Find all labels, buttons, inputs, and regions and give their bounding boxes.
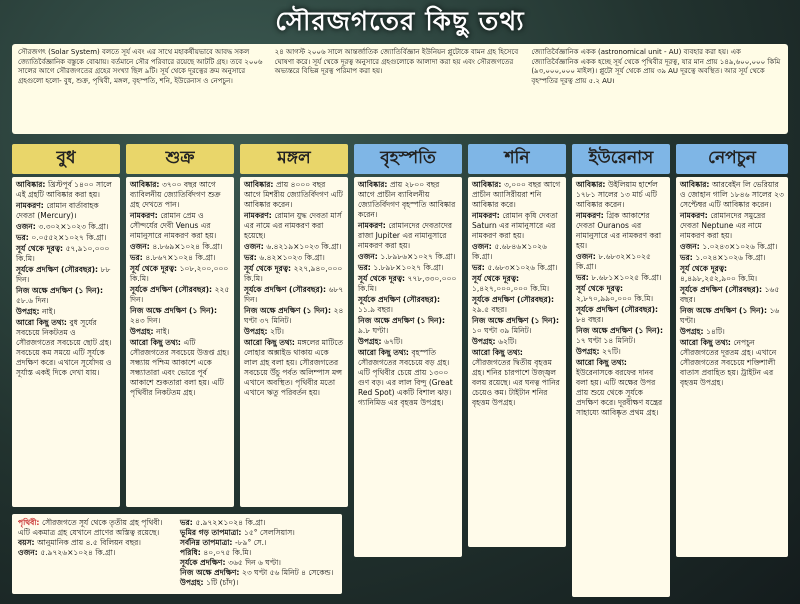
info-row <box>244 285 344 305</box>
title-bar <box>0 4 800 42</box>
info-row <box>358 263 458 273</box>
info-label: ওজন: <box>576 252 599 261</box>
info-row <box>244 327 344 337</box>
planet-header: শুক্র <box>126 144 234 174</box>
info-label: উপগ্রহ: <box>16 307 43 316</box>
earth-info-value: ৫.৯৭২৬×১০২৪ কি.গ্রা। <box>40 548 116 557</box>
info-label: উপগ্রহ: <box>358 337 385 346</box>
info-value: ৬.৪২১৯×১০২৩ কি.গ্রা। <box>266 242 342 251</box>
info-row <box>358 180 458 220</box>
info-label: ভর: <box>130 253 146 262</box>
info-label: আবিষ্কার: <box>472 180 504 189</box>
info-label: উপগ্রহ: <box>244 327 271 336</box>
info-value: খ্রিস্টপূর্ব ১৪০০ সালে এই গ্রহটি আবিষ্কার করা হয়। <box>16 180 112 199</box>
info-label: ওজন: <box>244 242 267 251</box>
earth-info-label: বয়স: <box>18 538 38 547</box>
info-label: সূর্য থেকে দূরত্ব: <box>576 284 624 293</box>
info-value: ৫.৬৮৪৬×১০২৬ কি.গ্রা। <box>472 242 547 261</box>
info-value: মঙ্গলের মাটিতে লোহার অক্সাইড থাকায় একে লাল গ্রহ বলা হয়। সৌরজগতের সবচেয়ে উঁচু পর্বত অলিম্পাস মন্স এখানে অবস্থিত। পৃথিবীর মতো এখানে ঋতু পরিবর্তন হয়। <box>244 338 343 397</box>
earth-info-row <box>180 518 336 528</box>
info-value: ৪.৮৬৯×১০২৪ কি.গ্রা। <box>152 242 223 251</box>
info-value: ১.৮৯৮×১০২৭ কি.গ্রা। <box>373 263 444 272</box>
info-label: আরো কিছু তথ্য: <box>576 358 627 367</box>
info-value: রোমানদের দেবতাদের রাজা Jupiter এর নামানুসারে নামকরণ করা হয়। <box>358 221 453 250</box>
info-value: ২২৭,৯৪০,০০০ কি.মি। <box>244 264 343 283</box>
info-label: আবিষ্কার: <box>130 180 162 189</box>
info-row <box>576 358 666 418</box>
info-row <box>472 211 562 241</box>
info-row <box>680 327 784 337</box>
planet-header: ইউরেনাস <box>572 144 670 174</box>
info-row <box>16 318 116 378</box>
info-value: ১.০২৪৩×১০২৬ কি.গ্রা। <box>702 242 778 251</box>
info-value: ৮৪ বছর। <box>576 315 604 324</box>
earth-info-label: সূর্যকে প্রদক্ষিণ: <box>180 558 229 567</box>
info-value: ৪,৪৯৮,২৫২,৯০০ কি.মি। <box>680 274 758 283</box>
info-value: ১০৮,২০০,০০০ কি.মি। <box>130 264 229 283</box>
page-title: সৌরজগতের কিছু তথ্য <box>275 7 525 37</box>
info-value: রোমান কৃষি দেবতা Saturn এর নামানুসারে এর নামকরণ করা হয়। <box>472 211 558 240</box>
info-value: রোমান বার্তাবাহক দেবতা (Mercury)। <box>16 201 99 220</box>
info-row <box>472 263 562 273</box>
info-label: সূর্যকে প্রদক্ষিণ (সৌরবছর): <box>16 265 101 274</box>
earth-info-value: ৪০,০৭৫ কি.মি। <box>203 548 252 557</box>
info-label: সূর্যকে প্রদক্ষিণ (সৌরবছর): <box>130 285 215 294</box>
earth-info-row <box>180 548 336 558</box>
info-label: উপগ্রহ: <box>472 337 499 346</box>
info-row <box>472 348 562 408</box>
info-value: ২,৮৭০,৯৯০,০০০ কি.মি। <box>576 294 654 303</box>
info-label: সূর্য থেকে দূরত্ব: <box>358 274 408 283</box>
info-row <box>358 337 458 347</box>
info-value: এটি সৌরজগতের সবচেয়ে উত্তপ্ত গ্রহ। সন্ধ্যায় পশ্চিম আকাশে একে সন্ধ্যাতারা এবং ভোরে পূর্ব আকাশে শুকতারা বলা হয়। এটি পৃথিবীর নিকটতম গ্রহ। <box>130 338 230 397</box>
earth-info-value: ৩৬৫ দিন ৬ ঘণ্টা। <box>228 558 281 567</box>
planet-info-box <box>676 177 788 557</box>
info-value: নেপচুন সৌরজগতের দূরতম গ্রহ। এখানে সৌরজগতের সবচেয়ে শক্তিশালী বাতাস প্রবাহিত হয়। ট্রাইটন এর বৃহত্তম উপগ্রহ। <box>680 338 777 387</box>
info-label: ওজন: <box>472 242 495 251</box>
info-label: নিজ অক্ষে প্রদক্ষিণ (১ দিন): <box>358 316 445 325</box>
info-row <box>358 252 458 262</box>
info-value: উইলিয়াম হার্শেল ১৭৮১ সালের ১৩ মার্চ এটি আবিষ্কার করেন। <box>576 180 658 209</box>
info-label: ওজন: <box>16 222 39 231</box>
earth-info-value: ১৫° সেলসিয়াস। <box>244 528 295 537</box>
info-value: নাই। <box>156 327 170 336</box>
info-row <box>16 307 116 317</box>
info-label: আরো কিছু তথ্য: <box>358 348 412 357</box>
info-row <box>358 295 458 315</box>
info-row <box>472 337 562 347</box>
planet-info-box <box>12 177 120 507</box>
info-label: সূর্যকে প্রদক্ষিণ (সৌরবছর): <box>244 285 329 294</box>
info-value: ২৪ ঘণ্টা ৩৭ মিনিট। <box>244 306 344 325</box>
info-label: নিজ অক্ষে প্রদক্ষিণ (১ দিন): <box>680 306 770 315</box>
info-row <box>130 264 230 284</box>
info-label: আরো কিছু তথ্য: <box>472 348 523 357</box>
info-row <box>576 305 666 325</box>
info-label: ওজন: <box>358 252 381 261</box>
earth-info-label: ওজন: <box>18 548 41 557</box>
info-label: আরো কিছু তথ্য: <box>16 318 70 327</box>
info-row <box>130 306 230 326</box>
info-label: ভর: <box>244 253 260 262</box>
earth-left-col <box>18 518 174 590</box>
info-value: ১৪টি। <box>706 327 725 336</box>
info-label: সূর্য থেকে দূরত্ব: <box>244 264 294 273</box>
earth-info-label: সর্বনিম্ন তাপমাত্রা: <box>180 538 236 547</box>
planet-info-box <box>126 177 234 507</box>
info-row <box>576 180 666 210</box>
earth-info-label: নিজ অক্ষে প্রদক্ষিণ: <box>180 568 243 577</box>
info-row <box>576 211 666 251</box>
info-row <box>130 242 230 252</box>
info-value: ৮.৬৮১×১০২৫ কি.গ্রা। <box>591 273 662 282</box>
info-value: গ্রিক আকাশের দেবতা Ouranos এর নামানুসারে এর নামকরণ করা হয়। <box>576 211 661 250</box>
info-label: নিজ অক্ষে প্রদক্ষিণ (১ দিন): <box>16 286 103 295</box>
info-row <box>472 180 562 210</box>
info-value: ৮৮ দিন। <box>16 265 111 284</box>
info-value: প্রায় ৪০০০ বছর আগে মিশরীয় জ্যোতির্বিদগণ এটি আবিষ্কার করেন। <box>244 180 343 209</box>
earth-info-label: পৃথিবী: <box>18 518 43 527</box>
info-row <box>680 253 784 263</box>
planet-header: নেপচুন <box>676 144 788 174</box>
info-value: ৪.৮৬৭×১০২৪ কি.গ্রা। <box>145 253 216 262</box>
info-label: আবিষ্কার: <box>576 180 608 189</box>
info-label: আরো কিছু তথ্য: <box>130 338 184 347</box>
planet-header: মঙ্গল <box>240 144 348 174</box>
info-value: ২২৫ দিন। <box>130 285 230 304</box>
info-row <box>244 242 344 252</box>
info-value: ইউরেনাসকে বরফের দানব বলা হয়। এটি অক্ষের উপর প্রায় শুয়ে থেকে সূর্যকে প্রদক্ষিণ করে। দূরবীক্ষণ যন্ত্রের সাহায্যে আবিষ্কৃত প্রথম গ্রহ। <box>576 368 663 417</box>
earth-info-row <box>180 568 336 578</box>
earth-info-label: পরিধি: <box>180 548 204 557</box>
info-label: নিজ অক্ষে প্রদক্ষিণ (১ দিন): <box>576 326 663 335</box>
info-label: নামকরণ: <box>16 201 47 210</box>
info-row <box>358 221 458 251</box>
info-row <box>680 285 784 305</box>
intro-text-2: ২৪ আগস্ট ২০০৬ সালে আন্তর্জাতিক জ্যোতির্বিজ্ঞান ইউনিয়ন প্লুটোকে বামন গ্রহ হিসেবে ঘোষণা করে। সূর্য থেকে দূরত্ব অনুসারে গ্রহগুলোকে আলাদা করা হয় এবং সৌরজগতের অভ্যন্তরে বিভিন্ন দূরত্ব পরিমাপ করা হয়। <box>274 48 519 75</box>
info-value: ২৪৩ দিন। <box>130 316 161 325</box>
info-label: উপগ্রহ: <box>576 347 603 356</box>
info-row <box>680 264 784 284</box>
info-row <box>680 242 784 252</box>
info-label: সূর্যকে প্রদক্ষিণ (সৌরবছর): <box>680 285 765 294</box>
info-label: ওজন: <box>680 242 703 251</box>
info-row <box>576 347 666 357</box>
info-label: আবিষ্কার: <box>244 180 276 189</box>
info-row <box>244 306 344 326</box>
info-label: নামকরণ: <box>576 211 607 220</box>
info-label: নামকরণ: <box>244 211 275 220</box>
info-value: ৫৭,৯১০,০০০ কি.মি। <box>16 244 110 263</box>
info-label: নিজ অক্ষে প্রদক্ষিণ (১ দিন): <box>130 306 217 315</box>
info-label: নিজ অক্ষে প্রদক্ষিণ (১ দিন): <box>244 306 334 315</box>
earth-info-row <box>18 538 174 548</box>
info-row <box>16 201 116 221</box>
info-value: ১৬৫ বছর। <box>680 285 780 304</box>
info-label: সূর্য থেকে দূরত্ব: <box>130 264 180 273</box>
info-value: রোমানদের সমুদ্রের দেবতা Neptune এর নামে নামকরণ করা হয়। <box>680 211 766 240</box>
info-value: রোমান প্রেম ও সৌন্দর্যের দেবী Venus এর নামানুসারে নামকরণ করা হয়। <box>130 211 217 240</box>
info-row <box>16 222 116 232</box>
planet-header: শনি <box>468 144 566 174</box>
info-label: সূর্য থেকে দূরত্ব: <box>16 244 66 253</box>
intro-panel <box>12 44 788 134</box>
earth-info-label: ভূমির গড় তাপমাত্রা: <box>180 528 245 537</box>
info-label: সূর্যকে প্রদক্ষিণ (সৌরবছর): <box>358 295 441 304</box>
info-label: আরো কিছু তথ্য: <box>680 338 734 347</box>
info-label: সূর্য থেকে দূরত্ব: <box>472 274 520 283</box>
planet-header: বুধ <box>12 144 120 174</box>
info-row <box>472 295 562 315</box>
info-value: বুধ সূর্যের সবচেয়ে নিকটতম ও সৌরজগতের সবচেয়ে ছোট গ্রহ। সবচেয়ে কম সময়ে এটি সূর্যকে প্রদক্ষিণ করে। এখানে সূর্যোদয় ও সূর্যাস্ত একই দিকে দেখা যায়। <box>16 318 112 377</box>
info-label: ভর: <box>472 263 488 272</box>
info-label: ভর: <box>358 263 374 272</box>
info-value: বৃহস্পতি সৌরজগতের সবচেয়ে বড় গ্রহ। এটি পৃথিবীর চেয়ে প্রায় ১৩০০ গুণ বড়। এর লাল বিন্দু (Great Red Spot) একটি বিশাল ঝড়। গ্যানিমিড এর বৃহত্তম উপগ্রহ। <box>358 348 453 407</box>
info-row <box>16 244 116 264</box>
info-row <box>472 242 562 262</box>
info-row <box>130 253 230 263</box>
info-value: ৮.৬৮৩২×১০২৫ কি.গ্রা। <box>576 252 651 271</box>
info-label: ভর: <box>16 233 32 242</box>
info-row <box>576 284 666 304</box>
info-row <box>680 306 784 326</box>
info-label: আবিষ্কার: <box>358 180 390 189</box>
info-row <box>680 211 784 241</box>
info-value: ১,৪২৭,০০০,০০০ কি.মি। <box>472 284 550 293</box>
info-label: নামকরণ: <box>680 211 711 220</box>
earth-info-row <box>18 548 174 558</box>
info-row <box>130 211 230 241</box>
earth-panel <box>12 514 342 594</box>
earth-right-col <box>180 518 336 590</box>
earth-info-label: উপগ্রহ: <box>180 578 207 587</box>
info-row <box>358 274 458 294</box>
info-label: উপগ্রহ: <box>130 327 157 336</box>
info-value: ৫.৬৮৩×১০২৬ কি.গ্রা। <box>487 263 558 272</box>
info-value: রোমান যুদ্ধ দেবতা মার্স এর নামে এর নামকরণ করা হয়েছে। <box>244 211 342 240</box>
earth-info-row <box>180 538 336 548</box>
info-label: আরো কিছু তথ্য: <box>244 338 298 347</box>
info-row <box>16 233 116 243</box>
info-value: ৬.৪২×১০২৩ কি.গ্রা। <box>259 253 325 262</box>
earth-info-value: ২৩ ঘণ্টা ৫৬ মিনিট ৪ সেকেন্ড। <box>242 568 334 577</box>
info-value: ২টি। <box>270 327 284 336</box>
info-value: সৌরজগতের দ্বিতীয় বৃহত্তম গ্রহ। শনির চারপাশে উজ্জ্বল বলয় রয়েছে। এর ঘনত্ব পানির চেয়েও কম। টাইটান শনির বৃহত্তম উপগ্রহ। <box>472 358 560 407</box>
info-value: প্রায় ২৮০০ বছর আগে প্রাচীন ব্যাবিলনীয় জ্যোতির্বিদগণ বৃহস্পতি আবিষ্কার করেন। <box>358 180 456 219</box>
info-label: নামকরণ: <box>130 211 161 220</box>
info-value: ৬৮৭ দিন। <box>244 285 344 304</box>
info-row <box>244 338 344 398</box>
info-row <box>576 326 666 346</box>
info-label: নামকরণ: <box>472 211 503 220</box>
earth-info-row <box>180 578 336 588</box>
info-value: ৩.৩০২×১০২৩ কি.গ্রা। <box>38 222 109 231</box>
info-label: সূর্যকে প্রদক্ষিণ (সৌরবছর): <box>472 295 555 304</box>
info-row <box>244 211 344 241</box>
earth-info-row <box>180 558 336 568</box>
info-row <box>16 265 116 285</box>
info-label: উপগ্রহ: <box>680 327 707 336</box>
planet-info-box <box>354 177 462 557</box>
planet-info-box <box>572 177 670 597</box>
info-label: নিজ অক্ষে প্রদক্ষিণ (১ দিন): <box>472 316 559 325</box>
info-label: নামকরণ: <box>358 221 389 230</box>
info-row <box>680 338 784 388</box>
info-row <box>16 286 116 306</box>
info-row <box>130 338 230 398</box>
info-row <box>130 327 230 337</box>
info-row <box>358 316 458 336</box>
info-value: ৩৭০০ বছর আগে ব্যাবিলনীয় জ্যোতির্বিদগণ শুক্র গ্রহ দেখতে পান। <box>130 180 221 209</box>
earth-info-value: ১টি (চাঁদ)। <box>206 578 239 587</box>
info-value: ১.৮৯৮৬×১০২৭ কি.গ্রা। <box>380 252 456 261</box>
info-row <box>680 180 784 210</box>
info-label: ওজন: <box>130 242 153 251</box>
info-row <box>244 253 344 263</box>
info-label: আবিষ্কার: <box>16 180 48 189</box>
earth-info-value: -৮৯° সে.। <box>235 538 267 547</box>
info-value: ২৭টি। <box>602 347 621 356</box>
info-value: ৬৭টি। <box>384 337 403 346</box>
planet-info-box <box>240 177 348 507</box>
info-row <box>244 180 344 210</box>
info-value: ১১.৯ বছর। <box>358 305 393 314</box>
info-row <box>16 180 116 200</box>
info-label: আবিষ্কার: <box>680 180 712 189</box>
planet-info-box <box>468 177 566 547</box>
earth-info-value: আনুমানিক প্রায় ৪.৫ বিলিয়ন বছর। <box>37 538 141 547</box>
info-value: ৬২টি। <box>498 337 517 346</box>
info-row <box>358 348 458 408</box>
info-row <box>576 273 666 283</box>
intro-text-3: জ্যোতির্বৈজ্ঞানিক একক (astronomical unit - AU) ব্যবহার করা হয়। এক জ্যোতির্বৈজ্ঞানিক একক হচ্ছে সূর্য থেকে পৃথিবীর দূরত্ব, যার মান প্রায় ১৪৯,৬০০,০০০ কিমি (৯৩,০০০,০০০ মাইল)। প্লুটো সূর্য থেকে প্রায় ৩৯ AU দূরত্বে অবস্থিত। আর সূর্য থেকে বৃহস্পতির দূরত্ব প্রায় ৫.২ AU। <box>531 48 781 85</box>
info-value: ৯.৮ ঘণ্টা। <box>358 326 389 335</box>
info-value: আরবেইন লি ভেরিয়ার ও জোহান গালি ১৮৪৬ সালের ২৩ সেপ্টেম্বর এটি আবিষ্কার করেন। <box>680 180 784 209</box>
info-value: ৭৭৮,৩৩০,০০০ কি.মি। <box>358 274 457 293</box>
info-value: নাই। <box>42 307 56 316</box>
intro-text-1: সৌরজগৎ (Solar System) বলতে সূর্য এবং এর সাথে মহাকর্ষীয়ভাবে আবদ্ধ সকল জ্যোতির্বৈজ্ঞানিক বস্তুকে বোঝায়। বর্তমানে সৌর পরিবারে রয়েছে আটটি গ্রহ। তবে ২০০৬ সালের আগে সৌরজগতের গ্রহের সংখ্যা ছিল ৯টি। সূর্য থেকে দূরত্বের ক্রম অনুসারে গ্রহগুলো হলো- বুধ, শুক্র, পৃথিবী, মঙ্গল, বৃহস্পতি, শনি, ইউরেনাস ও নেপচুন। <box>18 48 263 85</box>
info-value: ২৯.৫ বছর। <box>472 305 507 314</box>
info-row <box>576 252 666 272</box>
info-label: ভর: <box>680 253 696 262</box>
earth-info-value: ৫.৯৭২×১০২৪ কি.গ্রা। <box>195 518 266 527</box>
info-value: ৫৮.৬ দিন। <box>16 296 49 305</box>
info-value: ১৬ ঘণ্টা। <box>680 306 780 325</box>
earth-info-label: ভর: <box>180 518 196 527</box>
info-row <box>130 180 230 210</box>
info-row <box>244 264 344 284</box>
info-label: সূর্য থেকে দূরত্ব: <box>680 264 728 273</box>
info-value: ০.০৫৫২×১০২৭ কি.গ্রা। <box>31 233 107 242</box>
planet-header: বৃহস্পতি <box>354 144 462 174</box>
earth-info-value: সৌরজগতে সূর্য থেকে তৃতীয় গ্রহ পৃথিবী। এটি একমাত্র গ্রহ যেখানে প্রাণের অস্তিত্ব রয়েছে। <box>18 518 163 537</box>
info-value: ৩,০০০ বছর আগে প্রাচীন অ্যাসিরীয়রা শনি আবিষ্কার করে। <box>472 180 561 209</box>
info-row <box>472 274 562 294</box>
info-value: ১.০২৪×১০২৬ কি.গ্রা। <box>695 253 766 262</box>
info-label: সূর্যকে প্রদক্ষিণ (সৌরবছর): <box>576 305 659 314</box>
info-value: ১৭ ঘণ্টা ১৪ মিনিট। <box>576 336 636 345</box>
info-row <box>130 285 230 305</box>
info-value: ১০ ঘণ্টা ৩৯ মিনিট। <box>472 326 532 335</box>
earth-info-row <box>180 528 336 538</box>
info-row <box>472 316 562 336</box>
info-label: ভর: <box>576 273 592 282</box>
earth-info-row <box>18 518 174 538</box>
